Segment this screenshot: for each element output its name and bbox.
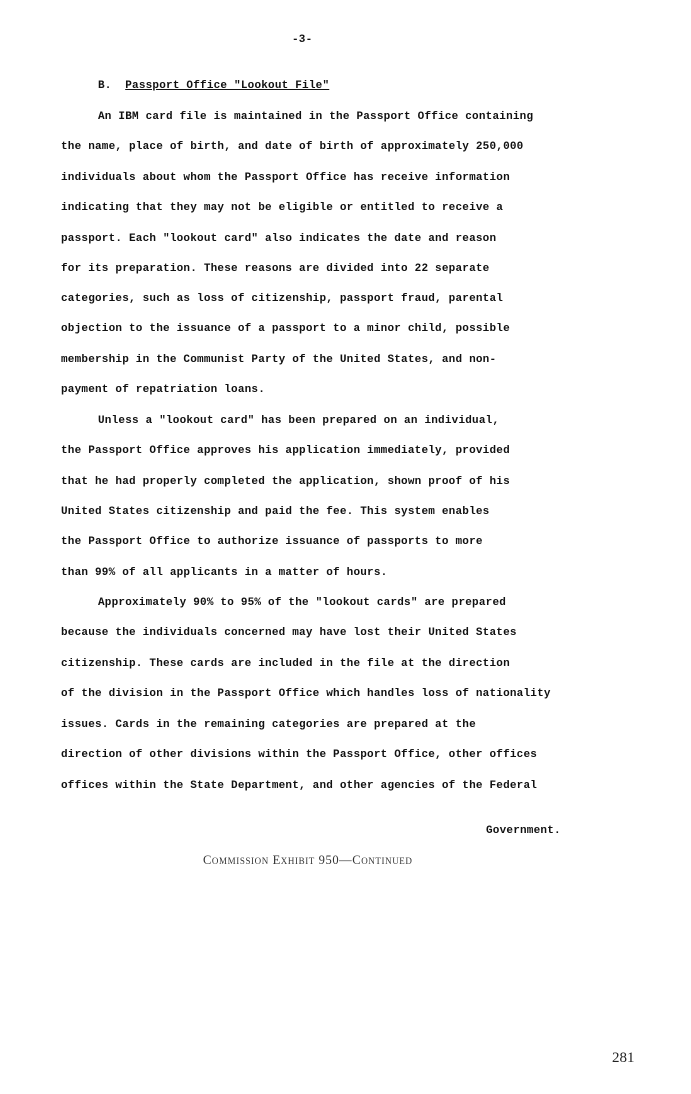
signoff-line: Government. bbox=[486, 825, 561, 837]
body-line: indicating that they may not be eligible or entitled to receive a bbox=[61, 202, 504, 214]
body-line: payment of repatriation loans. bbox=[61, 384, 266, 396]
body-line: Unless a "lookout card" has been prepared on an individual, bbox=[98, 415, 500, 427]
body-line: direction of other divisions within the Passport Office, other offices bbox=[61, 749, 538, 761]
exhibit-caption: Commission Exhibit 950—Continued bbox=[203, 853, 413, 867]
body-line: citizenship. These cards are included in the file at the direction bbox=[61, 658, 510, 670]
body-line: that he had properly completed the application, shown proof of his bbox=[61, 476, 510, 488]
body-line: because the individuals concerned may have lost their United States bbox=[61, 627, 517, 639]
body-line: the Passport Office approves his application immediately, provided bbox=[61, 445, 510, 457]
body-line: individuals about whom the Passport Office has receive information bbox=[61, 172, 510, 184]
body-line: the name, place of birth, and date of birth of approximately 250,000 bbox=[61, 141, 524, 153]
body-line: offices within the State Department, and other agencies of the Federal bbox=[61, 780, 538, 792]
body-line: for its preparation. These reasons are divided into 22 separate bbox=[61, 263, 490, 275]
section-number: B. bbox=[98, 80, 112, 92]
body-line: passport. Each "lookout card" also indicates the date and reason bbox=[61, 233, 497, 245]
body-line: of the division in the Passport Office which handles loss of nationality bbox=[61, 688, 551, 700]
body-line: the Passport Office to authorize issuance of passports to more bbox=[61, 536, 483, 548]
section-heading bbox=[98, 80, 329, 92]
body-line: categories, such as loss of citizenship, passport fraud, parental bbox=[61, 293, 504, 305]
body-line: Approximately 90% to 95% of the "lookout cards" are prepared bbox=[98, 597, 507, 609]
folio-page-number: 281 bbox=[612, 1050, 635, 1066]
section-title: Passport Office "Lookout File" bbox=[125, 80, 330, 92]
body-line: than 99% of all applicants in a matter of hours. bbox=[61, 567, 388, 579]
body-line: United States citizenship and paid the fee. This system enables bbox=[61, 506, 490, 518]
page-marker: -3- bbox=[292, 34, 313, 46]
body-line: membership in the Communist Party of the United States, and non- bbox=[61, 354, 497, 366]
body-line: objection to the issuance of a passport to a minor child, possible bbox=[61, 323, 510, 335]
body-line: An IBM card file is maintained in the Passport Office containing bbox=[98, 111, 534, 123]
body-line: issues. Cards in the remaining categories are prepared at the bbox=[61, 719, 476, 731]
